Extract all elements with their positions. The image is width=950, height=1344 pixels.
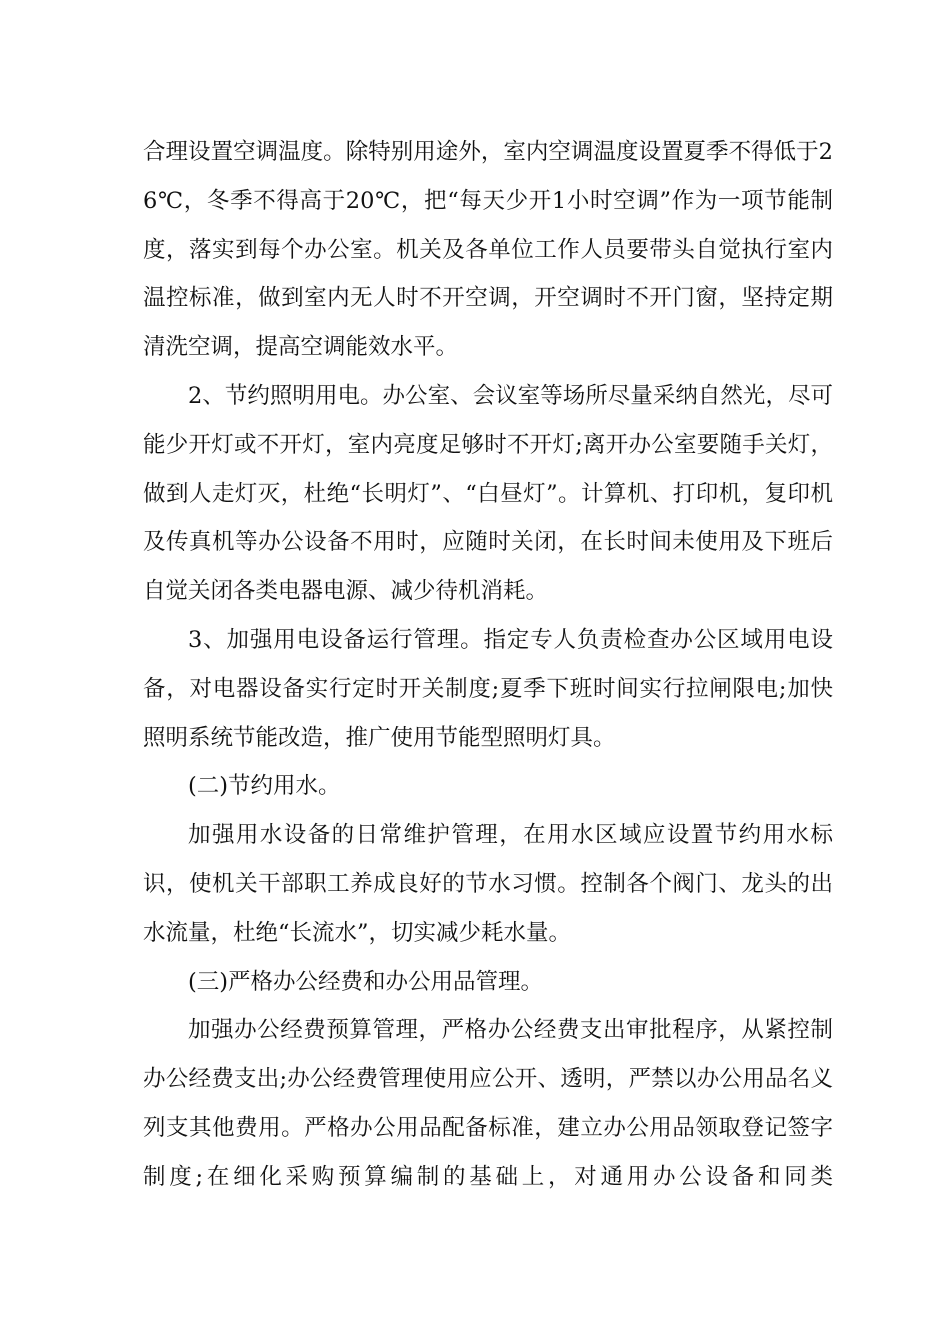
paragraph-equipment-management: 3、加强用电设备运行管理。指定专人负责检查办公区域用电设备，对电器设备实行定时开关制度;夏季下班时间实行拉闸限电;加快照明系统节能改造，推广使用节能型照明灯具。 [143,626,833,751]
paragraph-air-conditioning: 合理设置空调温度。除特别用途外，室内空调温度设置夏季不得低于26℃，冬季不得高于20℃，把“每天少开1小时空调”作为一项节能制度，落实到每个办公室。机关及各单位工作人员要带头自觉执行室内温控标准，做到室内无人时不开空调，开空调时不开门窗，坚持定期清洗空调，提高空调能效水平。 [143,139,833,361]
section-heading-water: (二)节约用水。 [188,773,341,800]
paragraph-water-saving: 加强用水设备的日常维护管理，在用水区域应设置节约用水标识，使机关干部职工养成良好的节水习惯。控制各个阀门、龙头的出水流量，杜绝“长流水”，切实减少耗水量。 [143,822,833,946]
paragraph-lighting: 2、节约照明用电。办公室、会议室等场所尽量采纳自然光，尽可能少开灯或不开灯，室内亮度足够时不开灯;离开办公室要随手关灯，做到人走灯灭，杜绝“长明灯”、“白昼灯”。计算机、打印机，复印机及传真机等办公设备不用时，应随时关闭，在长时间未使用及下班后自觉关闭各类电器电源、减少待机消耗。 [143,382,833,605]
section-heading-office-funds: (三)严格办公经费和办公用品管理。 [188,968,544,995]
document-body [143,128,833,1202]
paragraph-office-funds: 加强办公经费预算管理，严格办公经费支出审批程序，从紧控制办公经费支出;办公经费管理使用应公开、透明，严禁以办公用品名义列支其他费用。严格办公用品配备标准，建立办公用品领取登记签字制度;在细化采购预算编制的基础上，对通用办公设备和同类 [143,1017,833,1190]
